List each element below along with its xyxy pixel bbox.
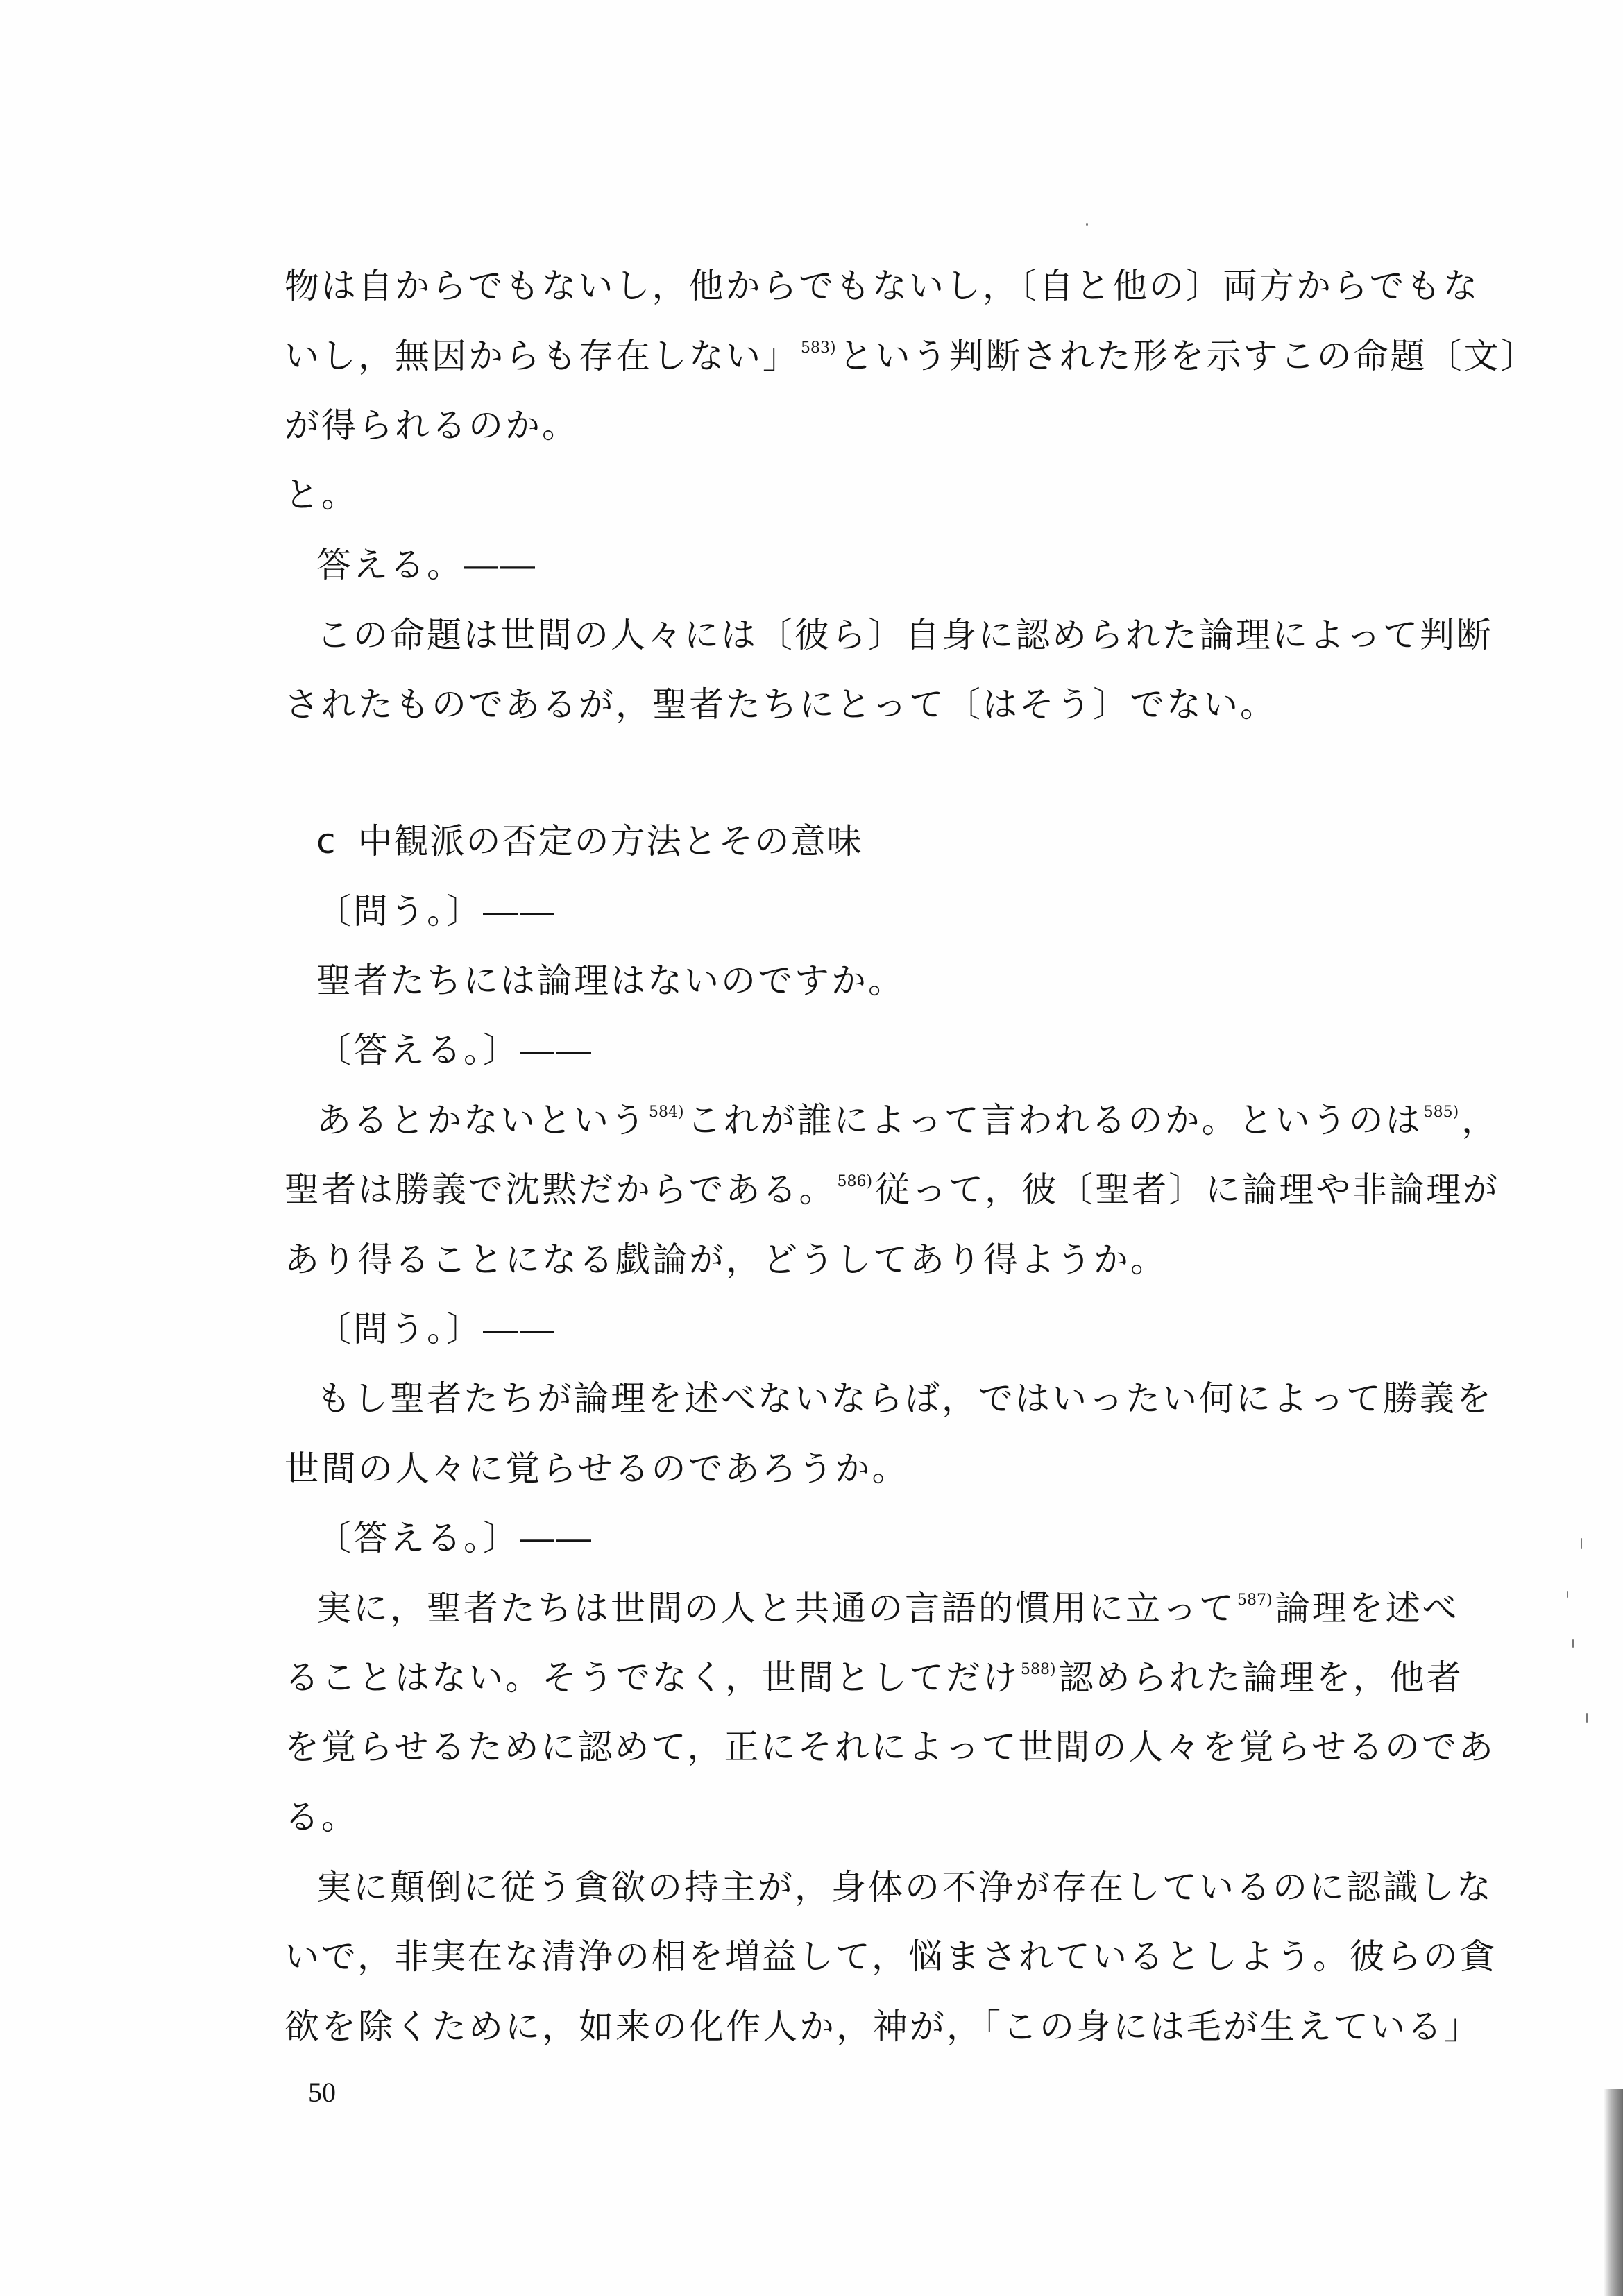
text-line-5 bbox=[316, 541, 537, 589]
text-line-19 bbox=[284, 1653, 1463, 1710]
scan-speck bbox=[1086, 223, 1088, 226]
page-number: 50 bbox=[308, 2077, 336, 2108]
text-run: この命題は世間の人々には〔彼ら〕自身に認められた論理によって判断 bbox=[316, 615, 1493, 655]
text-line-15 bbox=[316, 1374, 1493, 1423]
text-line-3 bbox=[284, 401, 579, 450]
text-run: と。 bbox=[284, 475, 358, 515]
text-line-10 bbox=[316, 1026, 593, 1074]
text-line-7 bbox=[284, 680, 1277, 729]
text-run: 認められた論理を，他者 bbox=[1058, 1657, 1463, 1698]
text-line-16 bbox=[284, 1444, 909, 1493]
text-run: 欲を除くために，如来の化作人か，神が，「この身には毛が生えている」 bbox=[284, 2007, 1481, 2047]
scan-edge-shadow bbox=[1604, 2089, 1623, 2296]
text-run: 物は自からでもないし，他からでもないし，〔自と他の〕両方からでもな bbox=[284, 266, 1480, 306]
text-run: という判断された形を示すこの命題〔文〕 bbox=[838, 336, 1538, 376]
text-run: 聖者は勝義で沈黙だからである。 bbox=[284, 1170, 836, 1210]
text-run: る。 bbox=[284, 1797, 358, 1837]
text-line-6 bbox=[316, 611, 1493, 659]
footnote-marker: 584) bbox=[649, 1104, 684, 1121]
scan-speck bbox=[1572, 1639, 1574, 1648]
text-run: を覚らせるために認めて，正にそれによって世間の人々を覚らせるのであ bbox=[284, 1727, 1495, 1767]
scan-speck bbox=[1586, 1713, 1588, 1723]
section-letter: c bbox=[316, 821, 337, 861]
text-line-12 bbox=[284, 1165, 1499, 1222]
text-line-1 bbox=[284, 262, 1480, 310]
text-run: 〔答える。〕―― bbox=[316, 1030, 593, 1070]
text-run: 論理を述べ bbox=[1275, 1588, 1459, 1628]
footnote-marker: 586) bbox=[837, 1173, 873, 1190]
text-line-4 bbox=[284, 471, 358, 519]
text-run: これが誰によって言われるのか。というのは bbox=[686, 1100, 1422, 1140]
text-run: 実に顛倒に従う貪欲の持主が，身体の不浄が存在しているのに認識しな bbox=[316, 1867, 1493, 1907]
text-line-11 bbox=[316, 1096, 1498, 1152]
footnote-marker: 588) bbox=[1021, 1661, 1056, 1678]
section-heading bbox=[316, 817, 863, 866]
text-line-17 bbox=[316, 1514, 593, 1562]
footnote-marker: 587) bbox=[1237, 1592, 1273, 1609]
section-title: 中観派の否定の方法とその意味 bbox=[357, 821, 863, 861]
text-run: 実に，聖者たちは世間の人と共通の言語的慣用に立って bbox=[316, 1588, 1236, 1628]
footnote-marker: 583) bbox=[801, 339, 836, 357]
scan-speck bbox=[1567, 1591, 1568, 1598]
text-run: 答える。―― bbox=[316, 545, 537, 585]
text-run: あり得ることになる戯論が，どうしてあり得ようか。 bbox=[284, 1240, 1167, 1280]
text-line-13 bbox=[284, 1235, 1167, 1284]
text-run: 〔問う。〕―― bbox=[316, 891, 556, 931]
text-line-24 bbox=[284, 2002, 1481, 2051]
text-line-9 bbox=[316, 956, 905, 1005]
text-line-14 bbox=[316, 1305, 556, 1353]
footnote-marker: 585) bbox=[1423, 1104, 1459, 1121]
text-run: もし聖者たちが論理を述べないならば，ではいったい何によって勝義を bbox=[316, 1378, 1493, 1419]
text-line-8 bbox=[316, 887, 556, 936]
text-line-23 bbox=[284, 1932, 1497, 1981]
scan-speck bbox=[1581, 1538, 1582, 1549]
text-run: ， bbox=[1461, 1100, 1499, 1140]
text-run: あるとかないという bbox=[316, 1100, 647, 1140]
text-line-21 bbox=[284, 1793, 358, 1841]
text-run: ることはない。そうでなく，世間としてだけ bbox=[284, 1657, 1019, 1698]
text-run: 聖者たちには論理はないのですか。 bbox=[316, 961, 905, 1001]
text-run: 〔問う。〕―― bbox=[316, 1309, 556, 1349]
text-run: 従って，彼〔聖者〕に論理や非論理が bbox=[875, 1170, 1500, 1210]
text-run: いで，非実在な清浄の相を増益して，悩まされているとしよう。彼らの貪 bbox=[284, 1936, 1497, 1977]
text-run: が得られるのか。 bbox=[284, 405, 579, 446]
text-line-18 bbox=[316, 1584, 1459, 1640]
text-line-2 bbox=[284, 332, 1538, 388]
text-line-22 bbox=[316, 1863, 1493, 1911]
text-run: されたものであるが，聖者たちにとって〔はそう〕でない。 bbox=[284, 684, 1277, 725]
text-run: 世間の人々に覚らせるのであろうか。 bbox=[284, 1449, 909, 1489]
text-run: いし，無因からも存在しない」 bbox=[284, 336, 799, 376]
text-line-20 bbox=[284, 1723, 1495, 1771]
text-run: 〔答える。〕―― bbox=[316, 1518, 593, 1558]
